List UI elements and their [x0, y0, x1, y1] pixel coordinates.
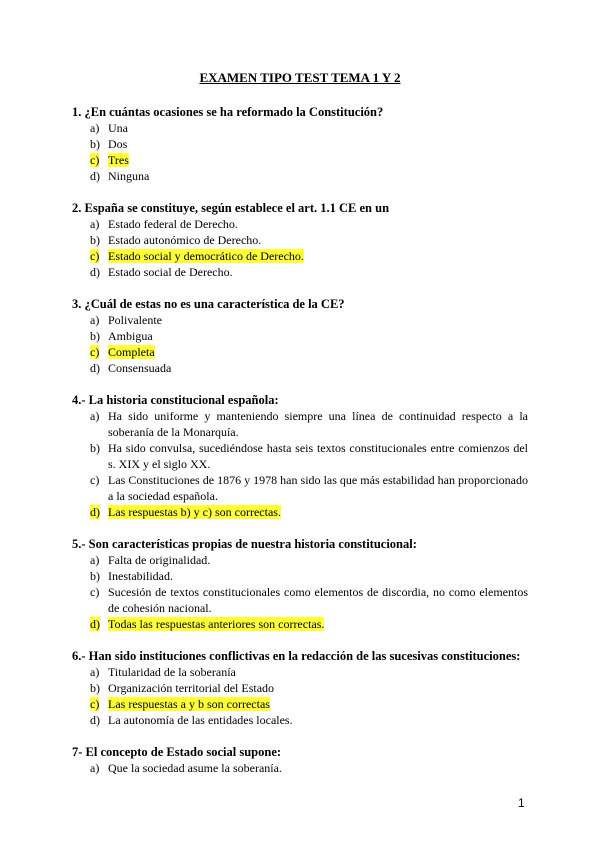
question-title: 7- El concepto de Estado social supone:	[72, 745, 282, 759]
option-text-wrap	[108, 472, 528, 504]
option-text: Estado social de Derecho.	[108, 265, 233, 279]
question-3	[72, 296, 528, 376]
option-text-wrap	[108, 616, 528, 632]
option-text-wrap	[108, 408, 528, 440]
option-text-wrap	[108, 760, 528, 776]
question-title: 5.- Son características propias de nuestra historia constitucional:	[72, 537, 417, 551]
correct-option-letter: c)	[90, 153, 100, 167]
page-title: EXAMEN TIPO TEST TEMA 1 Y 2	[199, 70, 401, 85]
answer-option	[72, 712, 528, 728]
option-text-wrap	[108, 440, 528, 472]
option-text: Falta de originalidad.	[108, 553, 211, 567]
option-letter	[72, 248, 108, 264]
option-text: Ha sido uniforme y manteniendo siempre una línea de continuidad respecto a la soberanía de la Monarquía.	[108, 409, 528, 439]
option-text-wrap	[108, 152, 528, 168]
answer-option	[72, 344, 528, 360]
option-text-wrap	[108, 696, 528, 712]
question-list	[72, 104, 528, 792]
question-6	[72, 648, 528, 728]
option-text-wrap	[108, 680, 528, 696]
option-text: Dos	[108, 137, 128, 151]
question-4	[72, 392, 528, 520]
answer-option	[72, 408, 528, 440]
answer-option	[72, 136, 528, 152]
option-text-wrap	[108, 120, 528, 136]
answer-option	[72, 680, 528, 696]
correct-option-letter: c)	[90, 697, 100, 711]
option-text-wrap	[108, 216, 528, 232]
option-letter: b)	[90, 137, 100, 151]
option-letter	[72, 152, 108, 168]
option-text-wrap	[108, 664, 528, 680]
option-text: La autonomía de las entidades locales.	[108, 713, 293, 727]
option-letter: a)	[90, 553, 100, 567]
option-letter	[72, 616, 108, 632]
option-letter: a)	[90, 121, 100, 135]
option-letter: b)	[90, 329, 100, 343]
option-text: Polivalente	[108, 313, 162, 327]
option-letter: d)	[90, 713, 100, 727]
option-letter: c)	[90, 473, 100, 487]
answer-option	[72, 760, 528, 776]
answer-option	[72, 216, 528, 232]
correct-answer-text: Estado social y democrático de Derecho.	[108, 249, 304, 263]
option-letter: b)	[90, 681, 100, 695]
question-title: 2. España se constituye, según establece el art. 1.1 CE en un	[72, 201, 390, 215]
option-text-wrap	[108, 712, 528, 728]
option-text-wrap	[108, 136, 528, 152]
option-text: Organización territorial del Estado	[108, 681, 275, 695]
option-letter: b)	[90, 569, 100, 583]
answer-option	[72, 664, 528, 680]
correct-option-letter: c)	[90, 249, 100, 263]
option-text: Una	[108, 121, 128, 135]
answer-option	[72, 552, 528, 568]
answer-option	[72, 328, 528, 344]
option-letter: a)	[90, 217, 100, 231]
option-text-wrap	[108, 328, 528, 344]
option-letter: a)	[90, 409, 100, 423]
option-text-wrap	[108, 552, 528, 568]
option-text: Estado federal de Derecho.	[108, 217, 238, 231]
question-2	[72, 200, 528, 280]
option-text: Ninguna	[108, 169, 150, 183]
correct-answer-text: Completa	[108, 345, 155, 359]
option-letter: d)	[90, 361, 100, 375]
option-text-wrap	[108, 568, 528, 584]
option-text-wrap	[108, 168, 528, 184]
answer-option	[72, 696, 528, 712]
correct-option-letter: c)	[90, 345, 100, 359]
answer-option	[72, 152, 528, 168]
option-text: Titularidad de la soberanía	[108, 665, 236, 679]
answer-option	[72, 232, 528, 248]
correct-answer-text: Tres	[108, 153, 129, 167]
option-text: Estado autonómico de Derecho.	[108, 233, 262, 247]
answer-option	[72, 616, 528, 632]
option-text-wrap	[108, 232, 528, 248]
option-text-wrap	[108, 504, 528, 520]
question-title: 3. ¿Cuál de estas no es una característica de la CE?	[72, 297, 345, 311]
answer-option	[72, 584, 528, 616]
question-1	[72, 104, 528, 184]
option-letter: b)	[90, 441, 100, 455]
page-number: 1	[518, 796, 525, 810]
option-letter: c)	[90, 585, 100, 599]
option-letter: a)	[90, 665, 100, 679]
option-text: Que la sociedad asume la soberanía.	[108, 761, 282, 775]
answer-option	[72, 440, 528, 472]
option-letter	[72, 504, 108, 520]
option-text-wrap	[108, 584, 528, 616]
option-text-wrap	[108, 360, 528, 376]
question-7	[72, 744, 528, 776]
option-text: Las Constituciones de 1876 y 1978 han sido las que más estabilidad han proporcionado a la sociedad española.	[108, 473, 528, 503]
option-text: Ha sido convulsa, sucediéndose hasta seis textos constitucionales entre comienzos del s. XIX y el siglo XX.	[108, 441, 528, 471]
option-letter: b)	[90, 233, 100, 247]
answer-option	[72, 248, 528, 264]
option-text: Ambigua	[108, 329, 153, 343]
option-letter	[72, 344, 108, 360]
option-text: Consensuada	[108, 361, 172, 375]
option-text-wrap	[108, 248, 528, 264]
answer-option	[72, 264, 528, 280]
correct-option-letter: d)	[90, 617, 100, 631]
answer-option	[72, 504, 528, 520]
option-letter	[72, 696, 108, 712]
option-letter: d)	[90, 265, 100, 279]
answer-option	[72, 568, 528, 584]
answer-option	[72, 312, 528, 328]
option-text-wrap	[108, 344, 528, 360]
option-text: Inestabilidad.	[108, 569, 173, 583]
question-title: 4.- La historia constitucional española:	[72, 393, 279, 407]
question-title: 6.- Han sido instituciones conflictivas en la redacción de las sucesivas constituciones:	[72, 649, 521, 663]
option-text-wrap	[108, 264, 528, 280]
option-letter: a)	[90, 761, 100, 775]
correct-answer-text: Todas las respuestas anteriores son correctas.	[108, 617, 325, 631]
answer-option	[72, 360, 528, 376]
answer-option	[72, 472, 528, 504]
option-text-wrap	[108, 312, 528, 328]
question-5	[72, 536, 528, 632]
correct-answer-text: Las respuestas a y b son correctas	[108, 697, 270, 711]
answer-option	[72, 120, 528, 136]
correct-answer-text: Las respuestas b) y c) son correctas.	[108, 505, 281, 519]
answer-option	[72, 168, 528, 184]
question-title: 1. ¿En cuántas ocasiones se ha reformado la Constitución?	[72, 105, 384, 119]
correct-option-letter: d)	[90, 505, 100, 519]
option-letter: a)	[90, 313, 100, 327]
option-letter: d)	[90, 169, 100, 183]
option-text: Sucesión de textos constitucionales como elementos de discordia, no como elementos de cohesión nacional.	[108, 585, 528, 615]
